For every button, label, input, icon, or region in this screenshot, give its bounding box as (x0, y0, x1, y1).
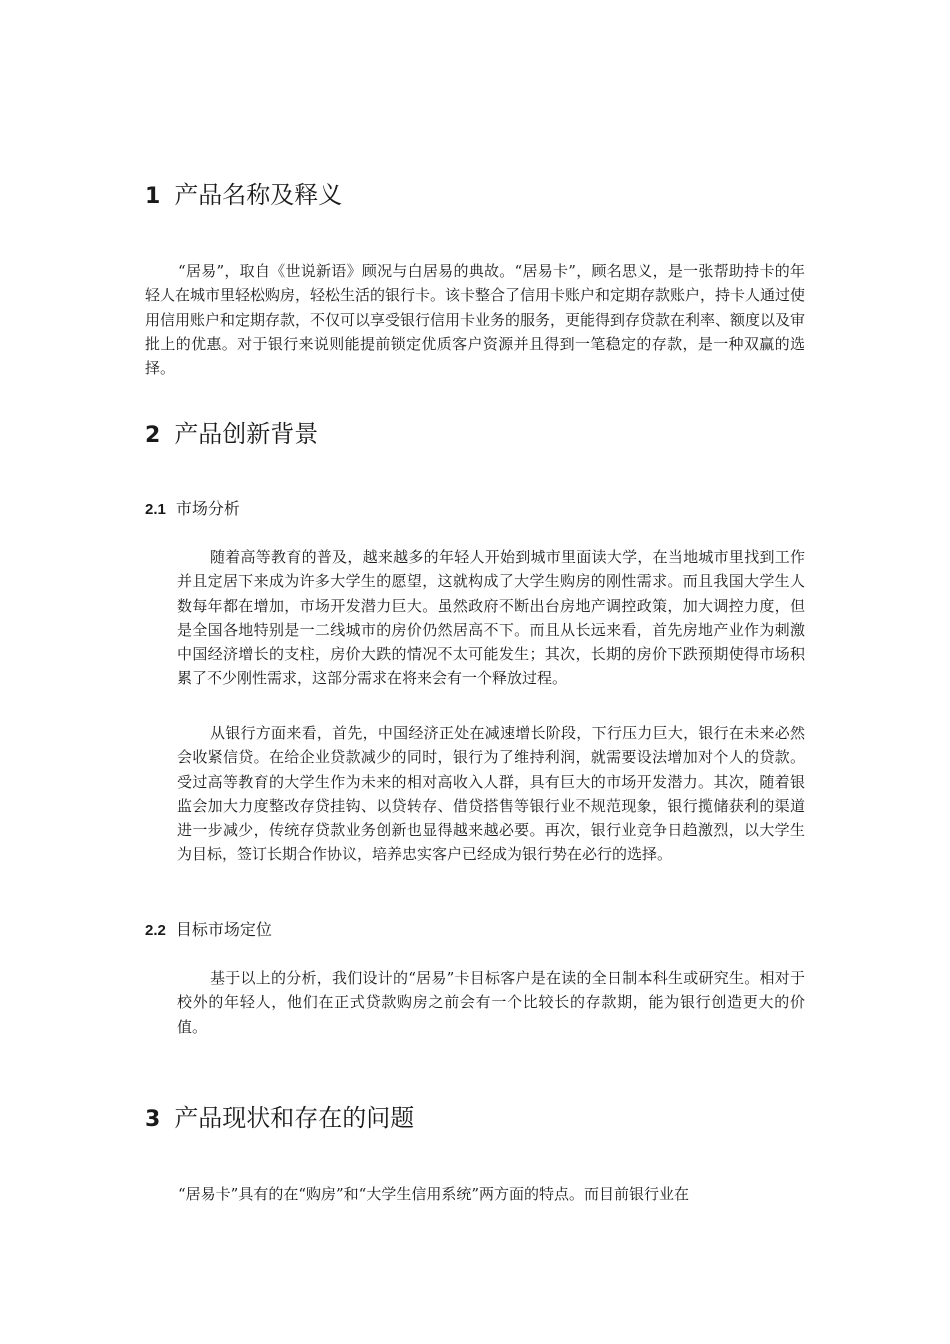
section-2-heading (145, 419, 318, 451)
subsection-2-2-heading (145, 919, 272, 942)
section-title: 产品现状和存在的问题 (174, 1104, 415, 1132)
section-number: 3 (145, 1107, 161, 1132)
subsection-2-1-heading (145, 498, 240, 521)
paragraph: “居易”，取自《世说新语》顾况与白居易的典故。“居易卡”，顾名思义，是一张帮助持卡的年轻人在城市里轻松购房，轻松生活的银行卡。该卡整合了信用卡账户和定期存款账户，持卡人通过使用信用账户和定期存款，不仅可以享受银行信用卡业务的服务，更能得到存贷款在利率、额度以及审批上的优惠。对于银行来说则能提前锁定优质客户资源并且得到一笔稳定的存款，是一种双赢的选择。 (145, 262, 806, 378)
section-number: 1 (145, 184, 161, 209)
paragraph: 从银行方面来看，首先，中国经济正处在减速增长阶段，下行压力巨大，银行在未来必然会收紧信贷。在给企业贷款减少的同时，银行为了维持利润，就需要设法增加对个人的贷款。受过高等教育的大学生作为未来的相对高收入人群，具有巨大的市场开发潜力。其次，随着银监会加大力度整改存贷挂钩、以贷转存、借贷搭售等银行业不规范现象，银行揽储获利的渠道进一步减少，传统存贷款业务创新也显得越来越必要。再次，银行业竞争日趋激烈，以大学生为目标，签订长期合作协议，培养忠实客户已经成为银行势在必行的选择。 (177, 724, 805, 864)
section-title: 产品创新背景 (174, 420, 319, 448)
section-title: 产品名称及释义 (174, 181, 343, 209)
subsection-number: 2.1 (145, 501, 166, 518)
section-3-heading (145, 1103, 414, 1135)
paragraph: 基于以上的分析，我们设计的“居易”卡目标客户是在读的全日制本科生或研究生。相对于校外的年轻人，他们在正式贷款购房之前会有一个比较长的存款期，能为银行创造更大的价值。 (177, 969, 805, 1036)
subsection-title: 市场分析 (175, 499, 240, 518)
subsection-title: 目标市场定位 (175, 920, 272, 939)
subsection-number: 2.2 (145, 922, 166, 939)
paragraph: 随着高等教育的普及，越来越多的年轻人开始到城市里面读大学，在当地城市里找到工作并且定居下来成为许多大学生的愿望，这就构成了大学生购房的刚性需求。而且我国大学生人数每年都在增加，市场开发潜力巨大。虽然政府不断出台房地产调控政策，加大调控力度，但是全国各地特别是一二线城市的房价仍然居高不下。而且从长远来看，首先房地产业作为刺激中国经济增长的支柱，房价大跌的情况不太可能发生；其次，长期的房价下跌预期使得市场积累了不少刚性需求，这部分需求在将来会有一个释放过程。 (177, 548, 805, 688)
section-number: 2 (145, 423, 161, 448)
paragraph: “居易卡”具有的在“购房”和“大学生信用系统”两方面的特点。而目前银行业在 (178, 1185, 690, 1203)
section-1-heading (145, 180, 342, 212)
